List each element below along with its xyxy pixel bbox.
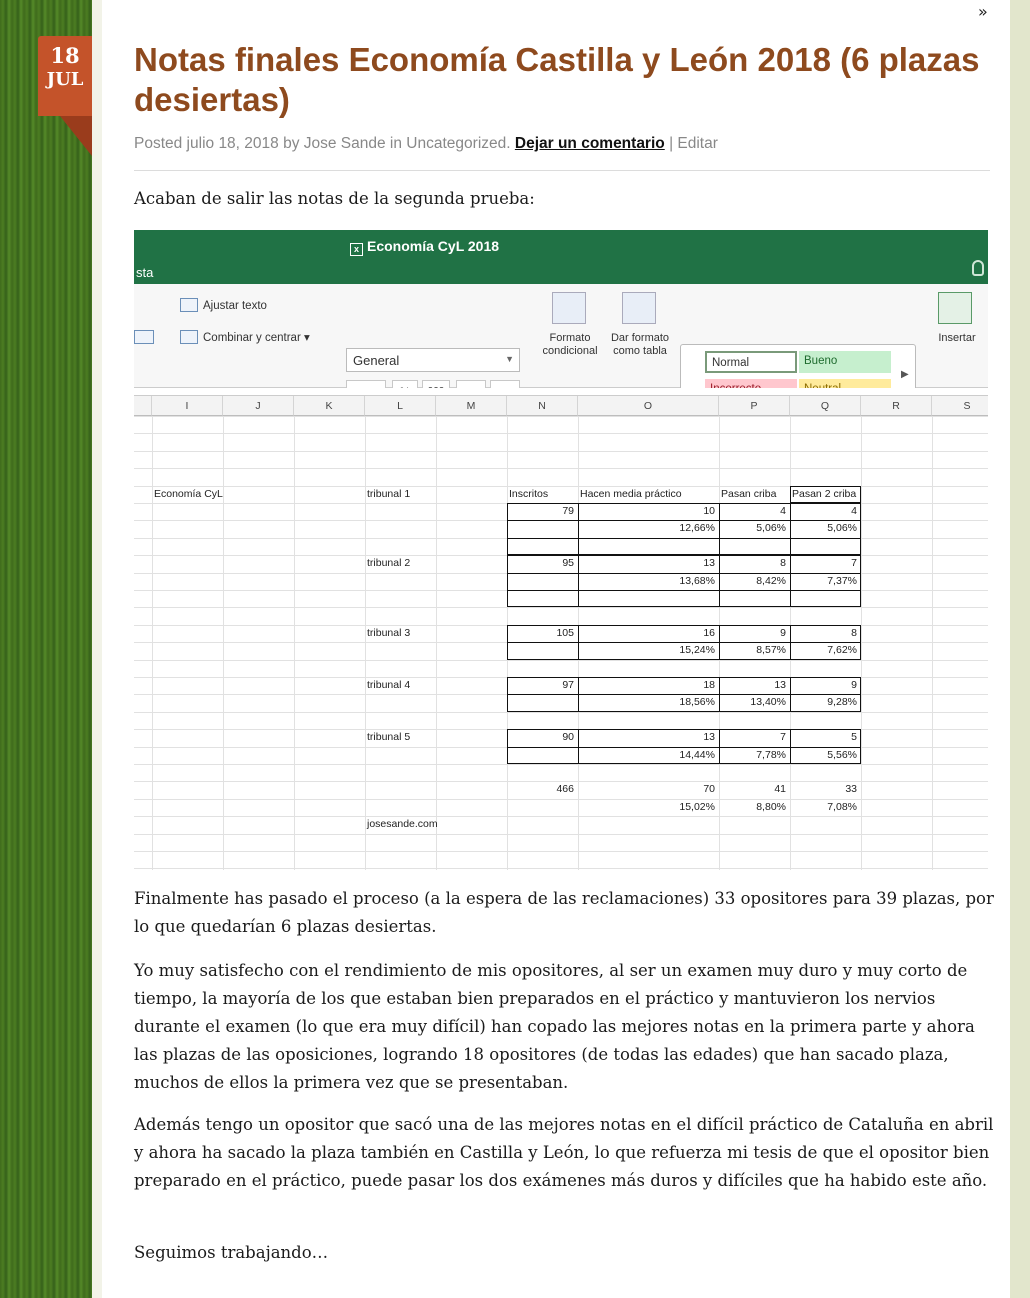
- indent-icon: [134, 330, 154, 344]
- column-header-s: S: [932, 396, 988, 416]
- grid-col-line: [294, 416, 295, 870]
- grid-col-line: [152, 416, 153, 870]
- column-header-k: K: [294, 396, 365, 416]
- column-header-corner: [134, 396, 152, 416]
- conditional-format-icon: [552, 292, 586, 324]
- grid-row-line: [134, 451, 988, 452]
- tribunal-col-border: [578, 503, 579, 555]
- tribunal-col-border: [719, 555, 720, 607]
- cell-criba1-pct: 8,42%: [756, 574, 786, 587]
- wrap-text-icon: [180, 298, 198, 312]
- header-inscritos: Inscritos: [509, 487, 549, 500]
- formula-bar-strip: [134, 388, 988, 396]
- total-criba1-pct: 8,80%: [756, 800, 786, 813]
- date-badge-fold: [60, 116, 92, 156]
- tribunal-table-border: [507, 503, 861, 555]
- number-format-dropdown: General ▼: [346, 348, 520, 372]
- cell-criba1-pct: 13,40%: [750, 696, 786, 709]
- grid-row-line: [134, 868, 988, 869]
- grid-row-line: [134, 712, 988, 713]
- tribunal-row-border: [507, 573, 861, 574]
- column-header-i: I: [152, 396, 223, 416]
- column-header-l: L: [365, 396, 436, 416]
- grid-col-line: [223, 416, 224, 870]
- tribunal-label: tribunal 2: [367, 557, 411, 570]
- total-criba1: 41: [774, 783, 786, 796]
- date-month: JUL: [46, 69, 84, 90]
- window-title: Economía CyL 2018: [367, 238, 500, 254]
- tribunal-label: tribunal 4: [367, 679, 411, 691]
- grid-row-line: [134, 468, 988, 469]
- tribunal-col-border: [578, 729, 579, 764]
- tribunal-label: tribunal 5: [367, 731, 411, 744]
- cell-inscritos: 95: [562, 557, 574, 570]
- style-good: Bueno: [799, 351, 891, 373]
- total-inscritos: 466: [556, 783, 574, 796]
- excel-ribbon: Ajustar texto Combinar y centrar ▾ General ▼ Formato condicional Dar formato como tabla Normal Bueno ▶ Insertar: [134, 284, 988, 388]
- total-criba2-pct: 7,08%: [827, 800, 857, 813]
- cell-media: 18: [703, 679, 715, 691]
- paragraph-1: Finalmente has pasado el proceso (a la espera de las reclamaciones) 33 opositores para 39 plazas, por lo que quedarían 6 plazas desiertas.: [134, 889, 994, 936]
- cell-criba2-pct: 9,28%: [827, 696, 857, 709]
- column-header-p: P: [719, 396, 790, 416]
- cell-criba2-pct: 7,62%: [827, 644, 857, 657]
- tribunal-col-border: [578, 677, 579, 712]
- grid-row-line: [134, 816, 988, 817]
- title-divider: [134, 170, 990, 171]
- cell-criba2-pct: 5,06%: [827, 522, 857, 535]
- paragraph-4: Seguimos trabajando…: [134, 1243, 329, 1262]
- cell-media-pct: 12,66%: [679, 522, 715, 535]
- tribunal-label: tribunal 1: [367, 487, 411, 500]
- cell-criba1-pct: 8,57%: [756, 644, 786, 657]
- cell-media: 13: [703, 557, 715, 570]
- chevron-down-icon: ▼: [505, 354, 514, 364]
- total-criba2: 33: [845, 783, 857, 796]
- tribunal-row-border: [507, 747, 861, 748]
- tribunal-col-border: [578, 555, 579, 607]
- grid-col-line: [436, 416, 437, 870]
- column-header-m: M: [436, 396, 507, 416]
- date-badge: [38, 36, 92, 116]
- cell-criba2-pct: 7,37%: [827, 574, 857, 587]
- cell-media: 10: [703, 505, 715, 517]
- grid-row-line: [134, 607, 988, 608]
- header-media: Hacen media práctico: [580, 487, 682, 500]
- cell-inscritos: 97: [562, 679, 574, 691]
- wrap-text-button: Ajustar texto: [180, 298, 267, 312]
- next-post-link[interactable]: »: [978, 2, 988, 21]
- grid-row-line: [134, 764, 988, 765]
- cell-inscritos: 90: [562, 731, 574, 744]
- cell-criba1: 4: [780, 505, 786, 517]
- tribunal-col-border: [790, 625, 791, 660]
- tribunal-row-border: [507, 538, 861, 539]
- tribunal-col-border: [719, 625, 720, 660]
- ribbon-tab-fragment: sta: [136, 265, 154, 280]
- column-header-j: J: [223, 396, 294, 416]
- paragraph-3: Además tengo un opositor que sacó una de las mejores notas en el difícil práctico de Cataluña en abril y ahora ha sacado la plaza también en Castilla y León, lo que refuerza mi tesis de que el opositor bien preparado en el práctico, puede pasar los dos exámenes más duros y difíciles que ha habido este año.: [134, 1115, 994, 1190]
- post-meta-prefix: Posted julio 18, 2018 by Jose Sande in Uncategorized.: [134, 135, 511, 152]
- cell-criba2: 9: [851, 679, 857, 691]
- cell-inscritos: 105: [556, 626, 574, 639]
- grid-row-line: [134, 834, 988, 835]
- cell-criba1: 9: [780, 626, 786, 639]
- right-background: [1010, 0, 1030, 1298]
- cell-criba1-pct: 7,78%: [756, 748, 786, 761]
- cell-media-pct: 14,44%: [679, 748, 715, 761]
- sheet-label-title: Economía CyL: [154, 487, 223, 500]
- header-criba2: Pasan 2 criba: [792, 487, 857, 500]
- total-media-pct: 15,02%: [679, 800, 715, 813]
- paragraph-2: Yo muy satisfecho con el rendimiento de mis opositores, al ser un examen muy duro y muy corto de tiempo, la mayoría de los que estaban bien preparados en el práctico y mantuvieron los nervios durante el examen (lo que era muy difícil) han copado las mejores notas en la primera parte y ahora las plazas de las oposiciones, logrando 18 opositores (de todas las edades) que han sacado plaza, muchos de ellos la primera vez que se presentaban.: [134, 961, 975, 1092]
- tribunal-col-border: [790, 677, 791, 712]
- cell-media-pct: 18,56%: [679, 696, 715, 709]
- tribunal-row-border: [507, 642, 861, 643]
- grid-row-line: [134, 851, 988, 852]
- insert-cells-icon: [938, 292, 972, 324]
- tribunal-row-border: [507, 590, 861, 591]
- post-title[interactable]: Notas finales Economía Castilla y León 2018 (6 plazas desiertas): [134, 41, 980, 118]
- sheet-footer-text: josesande.com: [367, 818, 438, 831]
- tribunal-col-border: [719, 677, 720, 712]
- format-table-icon: [622, 292, 656, 324]
- cell-inscritos: 79: [562, 505, 574, 517]
- cell-criba1-pct: 5,06%: [756, 522, 786, 535]
- tribunal-col-border: [790, 729, 791, 764]
- column-header-q: Q: [790, 396, 861, 416]
- grid-col-line: [365, 416, 366, 870]
- cell-criba1: 7: [780, 731, 786, 744]
- column-header-r: R: [861, 396, 932, 416]
- date-day: 18: [50, 43, 80, 68]
- tribunal-col-border: [719, 729, 720, 764]
- cell-criba2: 5: [851, 731, 857, 744]
- meta-separator: |: [669, 135, 674, 152]
- cell-media: 13: [703, 731, 715, 744]
- spreadsheet-screenshot: [134, 230, 988, 870]
- grid-row-line: [134, 433, 988, 434]
- cell-criba1: 13: [774, 679, 786, 691]
- post-meta: [134, 135, 718, 153]
- cell-media-pct: 15,24%: [679, 644, 715, 657]
- excel-file-icon: x: [350, 243, 363, 256]
- edit-link[interactable]: Editar: [677, 135, 718, 152]
- column-header-n: N: [507, 396, 578, 416]
- styles-more-icon: ▶: [901, 369, 909, 380]
- cell-criba1: 8: [780, 557, 786, 570]
- tribunal-table-border: [507, 555, 861, 607]
- merge-center-button: Combinar y centrar ▾: [180, 330, 310, 344]
- lightbulb-icon: [972, 260, 984, 276]
- header-criba2-border: [790, 486, 861, 503]
- column-header-o: O: [578, 396, 719, 416]
- tribunal-col-border: [578, 625, 579, 660]
- tribunal-col-border: [719, 503, 720, 555]
- header-criba1: Pasan criba: [721, 487, 777, 500]
- tribunal-row-border: [507, 520, 861, 521]
- leave-comment-link[interactable]: Dejar un comentario: [514, 135, 665, 152]
- tribunal-row-border: [507, 694, 861, 695]
- cell-media-pct: 13,68%: [679, 574, 715, 587]
- insert-label: Insertar: [938, 332, 976, 344]
- merge-icon: [180, 330, 198, 344]
- tribunal-col-border: [790, 555, 791, 607]
- grid-row-line: [134, 416, 988, 417]
- tribunal-label: tribunal 3: [367, 626, 411, 639]
- cell-criba2: 8: [851, 626, 857, 639]
- grid-col-line: [932, 416, 933, 870]
- cell-media: 16: [703, 626, 715, 639]
- grid-row-line: [134, 660, 988, 661]
- post-intro: Acaban de salir las notas de la segunda prueba:: [134, 189, 535, 208]
- total-media: 70: [703, 783, 715, 796]
- grid-col-line: [861, 416, 862, 870]
- style-normal: Normal: [705, 351, 797, 373]
- cell-criba2: 4: [851, 505, 857, 517]
- tribunal-col-border: [790, 503, 791, 555]
- excel-titlebar: [134, 230, 988, 284]
- left-background: [0, 0, 92, 1298]
- cell-criba2: 7: [851, 557, 857, 570]
- cell-criba2-pct: 5,56%: [827, 748, 857, 761]
